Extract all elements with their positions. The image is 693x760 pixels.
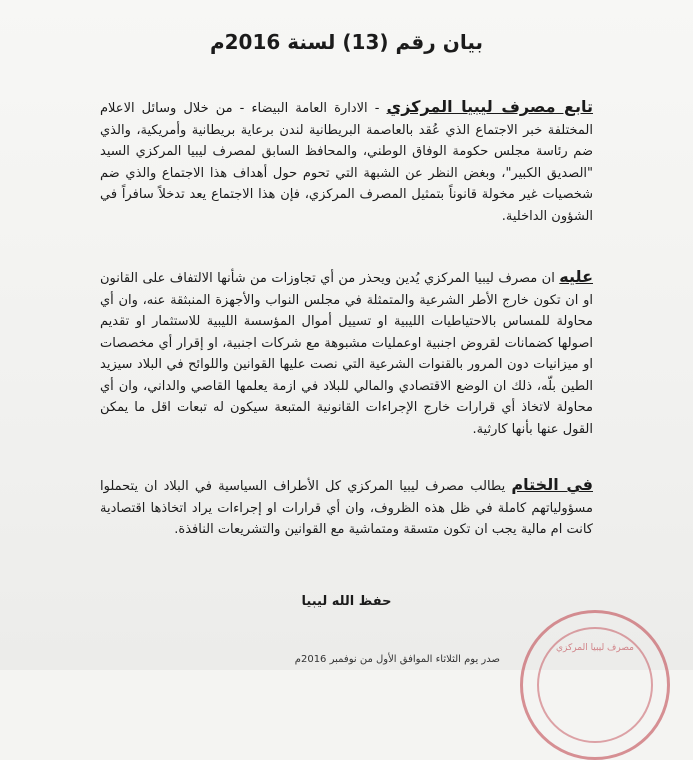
issue-date-footer: صدر يوم الثلاثاء الموافق الأول من نوفمبر 2016م: [294, 654, 500, 665]
statement-title: بيان رقم (13) لسنة 2016م: [209, 30, 484, 54]
signoff: حفظ الله ليبيا: [301, 594, 392, 609]
paragraph-3-lead: في الختام: [511, 475, 593, 494]
paragraph-2: [100, 266, 593, 440]
paragraph-1-text: - الادارة العامة البيضاء - من خلال وسائل الاعلام المختلفة خبر الاجتماع الذي عُقد بالعاصمة البريطانية لندن برعاية بريطانية وأمريكية، والذي ضم رئاسة مجلس حكومة الوفاق الوطني، والمحافظ السابق لمصرف ليبيا المركزي السيد "الصديق الكبير"، وبغض النظر عن الشبهة التي تحوم حول أهداف هذا الاجتماع والذي ضم شخصيات غير مخولة قانوناً بتمثيل المصرف المركزي، فإن هذا الاجتماع يعد تدخلاً سافراً في الشؤون الداخلية.: [100, 101, 593, 224]
official-seal-text: مصرف ليبيا المركزي: [556, 643, 634, 653]
official-seal: [520, 610, 670, 760]
paragraph-1-lead: تابع مصرف ليبيا المركزي: [386, 97, 594, 116]
paragraph-2-lead: عليه: [559, 267, 593, 286]
paragraph-3-text: يطالب مصرف ليبيا المركزي كل الأطراف السياسية في البلاد ان يتحملوا مسؤولياتهم كاملة في ظل هذه الظروف، وان أي قرارات او إجراءات يراد اتخاذها اقتصادية كانت ام مالية يجب ان تكون متسقة ومتماشية مع القوانين والتشريعات النافذة.: [100, 479, 593, 537]
paragraph-2-text: ان مصرف ليبيا المركزي يُدين ويحذر من أي تجاوزات من شأنها الالتفاف على القانون او ان تكون خارج الأطر الشرعية والمتمثلة في مجلس النواب والأجهزة المنبثقة عنه، وان أي محاولة للمساس بالاحتياطيات الليبية او تسييل أموال المؤسسة الليبية للاستثمار او تقديم اصولها كضمانات لقروض اجنبية اوعمليات مشبوهة مع شركات اجنبية، او إقرار أي مخصصات او ميزانيات دون المرور بالقنوات الشرعية التي نصت عليها القوانين واللوائح في البلاد سيزيد الطين بلّه، ذلك ان الوضع الاقتصادي والمالي للبلاد في ازمة يعلمها القاصي والداني، وان أي محاولة لاتخاذ أي قرارات خارج الإجراءات القانونية المتبعة سيكون له تبعات اقل ما يمكن القول عنها بأنها كارثية.: [100, 271, 593, 437]
paragraph-3: [100, 474, 593, 541]
paragraph-1: [100, 96, 593, 227]
